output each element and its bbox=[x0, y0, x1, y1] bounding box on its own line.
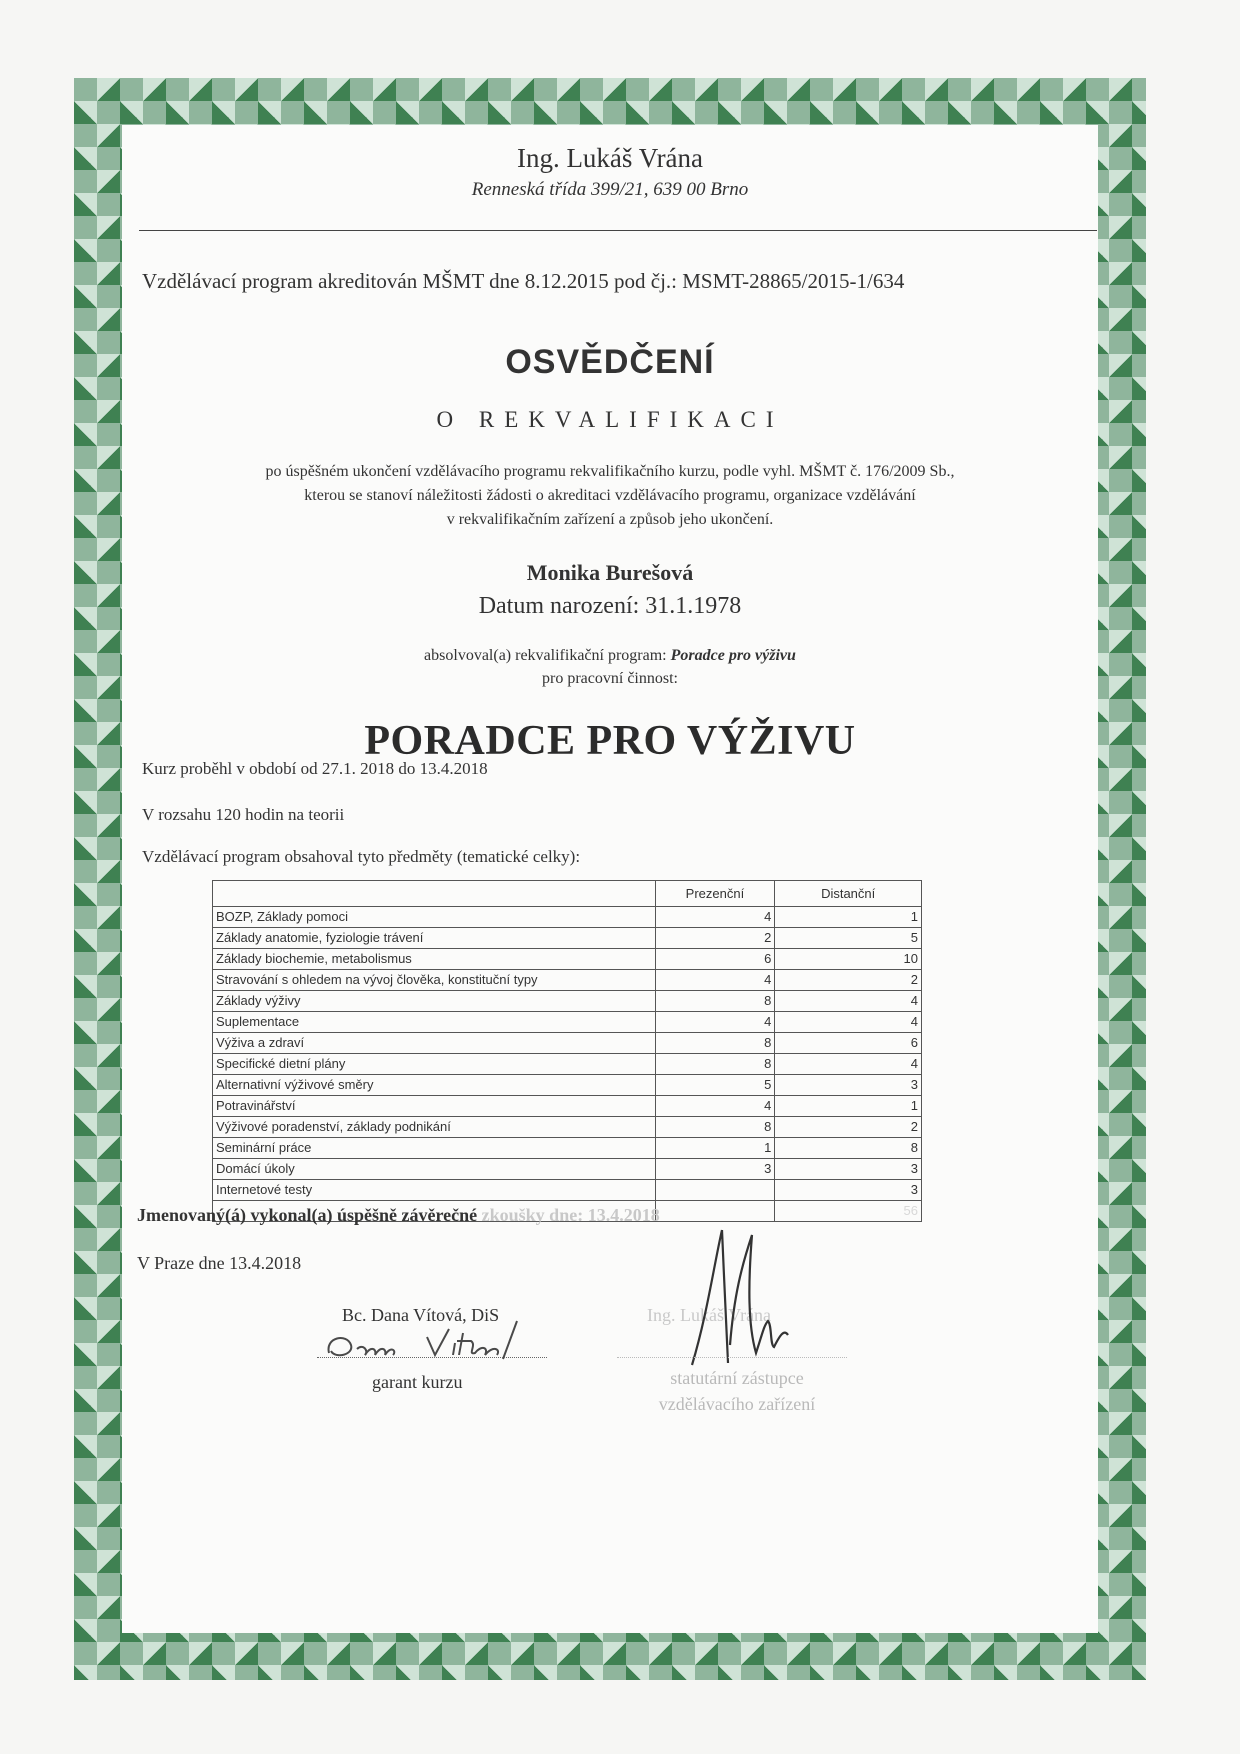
header-distancni: Distanční bbox=[775, 881, 922, 907]
director-signature bbox=[652, 1225, 802, 1375]
table-row bbox=[213, 1033, 922, 1054]
total-prezencni bbox=[655, 1201, 775, 1222]
exam-text: Jmenovaný(á) vykonal(a) úspěšně závěrečné bbox=[137, 1205, 478, 1225]
distancni-cell: 8 bbox=[775, 1138, 922, 1159]
legal-line-1: po úspěšném ukončení vzdělávacího programu rekvalifikačního kurzu, podle vyhl. MŠMT č. 176/2009 Sb., bbox=[265, 463, 955, 480]
subject-cell: Seminární práce bbox=[213, 1138, 656, 1159]
certificate-subtitle: O REKVALIFIKACI bbox=[436, 407, 784, 432]
completed-program bbox=[122, 647, 1098, 665]
director-role-line-1: statutární zástupce bbox=[670, 1368, 804, 1388]
subject-cell: Výživa a zdraví bbox=[213, 1033, 656, 1054]
subjects-table bbox=[212, 880, 922, 1222]
distancni-cell: 1 bbox=[775, 1096, 922, 1117]
table-row bbox=[213, 991, 922, 1012]
legal-line-2: kterou se stanoví náležitosti žádosti o akreditaci vzdělávacího programu, organizace vzdělávání bbox=[304, 487, 916, 504]
subject-cell: Internetové testy bbox=[213, 1180, 656, 1201]
distancni-cell: 3 bbox=[775, 1159, 922, 1180]
course-hours: V rozsahu 120 hodin na teorii bbox=[142, 805, 345, 824]
distancni-cell: 3 bbox=[775, 1075, 922, 1096]
table-row bbox=[213, 1012, 922, 1033]
guarantor-signature-line bbox=[317, 1357, 547, 1358]
distancni-cell: 3 bbox=[775, 1180, 922, 1201]
completed-prefix: absolvoval(a) rekvalifikační program: bbox=[424, 647, 667, 664]
prezencni-cell bbox=[655, 1180, 775, 1201]
issuer-name: Ing. Lukáš Vrána bbox=[516, 143, 704, 173]
table-row bbox=[213, 1117, 922, 1138]
prezencni-cell: 4 bbox=[655, 970, 775, 991]
director-role bbox=[637, 1365, 837, 1417]
legal-text bbox=[182, 460, 1038, 532]
director-signature-line bbox=[617, 1357, 847, 1358]
distancni-cell: 4 bbox=[775, 991, 922, 1012]
distancni-cell: 10 bbox=[775, 949, 922, 970]
guarantor-name: Bc. Dana Vítová, DiS bbox=[342, 1305, 500, 1325]
subject-cell: Výživové poradenství, základy podnikání bbox=[213, 1117, 656, 1138]
subject-cell: Specifické dietní plány bbox=[213, 1054, 656, 1075]
prezencni-cell: 3 bbox=[655, 1159, 775, 1180]
prezencni-cell: 4 bbox=[655, 907, 775, 928]
distancni-cell: 6 bbox=[775, 1033, 922, 1054]
table-row bbox=[213, 1138, 922, 1159]
subject-cell: Domácí úkoly bbox=[213, 1159, 656, 1180]
exam-statement bbox=[137, 1205, 660, 1226]
exam-date-faded: zkoušky dne: 13.4.2018 bbox=[481, 1205, 660, 1225]
prezencni-cell: 2 bbox=[655, 928, 775, 949]
table-row bbox=[213, 1096, 922, 1117]
header-subject bbox=[213, 881, 656, 907]
header-divider bbox=[139, 230, 1097, 231]
table-row bbox=[213, 928, 922, 949]
place-date: V Praze dne 13.4.2018 bbox=[137, 1253, 302, 1273]
certificate-title: OSVĚDČENÍ bbox=[505, 343, 715, 381]
distancni-cell: 2 bbox=[775, 970, 922, 991]
subject-cell: Potravinářství bbox=[213, 1096, 656, 1117]
issuer-address: Renneská třída 399/21, 639 00 Brno bbox=[471, 179, 749, 200]
header-prezencni: Prezenční bbox=[655, 881, 775, 907]
prezencni-cell: 4 bbox=[655, 1096, 775, 1117]
prezencni-cell: 8 bbox=[655, 1033, 775, 1054]
prezencni-cell: 8 bbox=[655, 1054, 775, 1075]
table-row bbox=[213, 970, 922, 991]
subject-cell: BOZP, Základy pomoci bbox=[213, 907, 656, 928]
prezencni-cell: 1 bbox=[655, 1138, 775, 1159]
prezencni-cell: 6 bbox=[655, 949, 775, 970]
prezencni-cell: 4 bbox=[655, 1012, 775, 1033]
table-row bbox=[213, 949, 922, 970]
legal-line-3: v rekvalifikačním zařízení a způsob jeho ukončení. bbox=[446, 511, 774, 528]
table-row bbox=[213, 1180, 922, 1201]
director-role-line-2: vzdělávacího zařízení bbox=[658, 1394, 816, 1414]
prezencni-cell: 8 bbox=[655, 1117, 775, 1138]
total-distancni: 56 bbox=[775, 1201, 922, 1222]
subject-cell: Alternativní výživové směry bbox=[213, 1075, 656, 1096]
course-period: Kurz proběhl v období od 27.1. 2018 do 13.4.2018 bbox=[142, 759, 488, 778]
distancni-cell: 4 bbox=[775, 1012, 922, 1033]
activity-label: pro pracovní činnost: bbox=[542, 670, 678, 687]
prezencni-cell: 5 bbox=[655, 1075, 775, 1096]
accreditation-line: Vzdělávací program akreditován MŠMT dne 8.12.2015 pod čj.: MSMT-28865/2015-1/634 bbox=[142, 269, 905, 293]
table-row bbox=[213, 1075, 922, 1096]
distancni-cell: 1 bbox=[775, 907, 922, 928]
distancni-cell: 4 bbox=[775, 1054, 922, 1075]
subject-cell: Základy anatomie, fyziologie trávení bbox=[213, 928, 656, 949]
subjects-intro: Vzdělávací program obsahoval tyto předměty (tematické celky): bbox=[142, 847, 581, 866]
prezencni-cell: 8 bbox=[655, 991, 775, 1012]
table-header-row bbox=[213, 881, 922, 907]
person-name: Monika Burešová bbox=[526, 560, 694, 585]
certificate-paper bbox=[122, 125, 1098, 1633]
distancni-cell: 2 bbox=[775, 1117, 922, 1138]
activity-title: PORADCE PRO VÝŽIVU bbox=[364, 718, 856, 764]
subject-cell: Základy biochemie, metabolismus bbox=[213, 949, 656, 970]
table-row bbox=[213, 907, 922, 928]
table-row bbox=[213, 1054, 922, 1075]
subject-cell: Stravování s ohledem na vývoj člověka, konstituční typy bbox=[213, 970, 656, 991]
table-row bbox=[213, 1159, 922, 1180]
subject-cell: Suplementace bbox=[213, 1012, 656, 1033]
guarantor-role: garant kurzu bbox=[372, 1372, 463, 1392]
director-name: Ing. Lukáš Vrána bbox=[647, 1305, 772, 1325]
birth-date: Datum narození: 31.1.1978 bbox=[478, 593, 742, 619]
subject-cell: Základy výživy bbox=[213, 991, 656, 1012]
distancni-cell: 5 bbox=[775, 928, 922, 949]
program-name: Poradce pro výživu bbox=[670, 647, 796, 664]
